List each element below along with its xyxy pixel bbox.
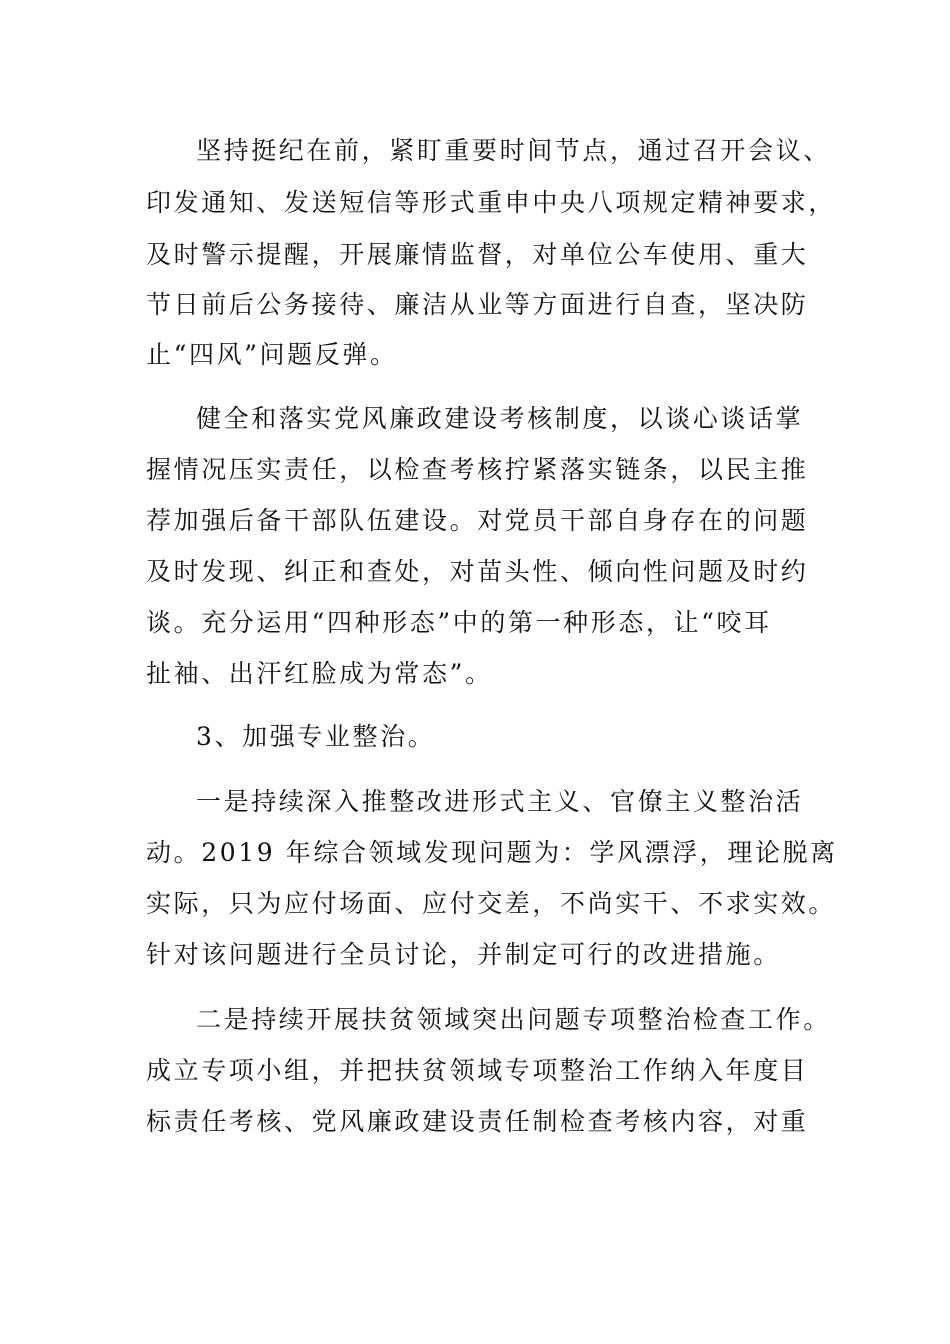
paragraph-5-line-3: 标责任考核、党风廉政建设责任制检查考核内容，对重 bbox=[146, 1107, 809, 1136]
paragraph-2-line-1: 健全和落实党风廉政建设考核制度，以谈心谈话掌 bbox=[196, 404, 804, 433]
paragraph-2-line-3: 荐加强后备干部队伍建设。对党员干部自身存在的问题 bbox=[146, 506, 809, 535]
paragraph-1-line-2: 印发通知、发送短信等形式重申中央八项规定精神要求， bbox=[146, 188, 837, 217]
paragraph-4-line-4: 针对该问题进行全员讨论，并制定可行的改进措施。 bbox=[146, 940, 781, 969]
paragraph-2-line-6: 扯袖、出汗红脸成为常态”。 bbox=[146, 659, 493, 688]
paragraph-1-line-1: 坚持挺纪在前，紧盯重要时间节点，通过召开会议、 bbox=[196, 136, 831, 165]
paragraph-4-line-1: 一是持续深入推整改进形式主义、官僚主义整治活 bbox=[196, 787, 804, 816]
paragraph-4-line-3: 实际，只为应付场面、应付交差，不尚实干、不求实效。 bbox=[146, 889, 837, 918]
paragraph-4-line-2: 动。2019 年综合领域发现问题为：学风漂浮，理论脱离 bbox=[146, 838, 838, 867]
paragraph-2-line-5: 谈。充分运用“四种形态”中的第一种形态，让“咬耳 bbox=[146, 608, 772, 637]
paragraph-1-line-3: 及时警示提醒，开展廉情监督，对单位公车使用、重大 bbox=[146, 240, 809, 269]
paragraph-1-line-4: 节日前后公务接待、廉洁从业等方面进行自查，坚决防 bbox=[146, 290, 809, 319]
section-heading: 3、加强专业整治。 bbox=[196, 722, 436, 751]
paragraph-5-line-2: 成立专项小组，并把扶贫领域专项整治工作纳入年度目 bbox=[146, 1056, 809, 1085]
paragraph-5-line-1: 二是持续开展扶贫领域突出问题专项整治检查工作。 bbox=[196, 1005, 831, 1034]
paragraph-1-line-5: 止“四风”问题反弹。 bbox=[146, 340, 398, 369]
paragraph-2-line-4: 及时发现、纠正和查处，对苗头性、倾向性问题及时约 bbox=[146, 557, 809, 586]
paragraph-2-line-2: 握情况压实责任，以检查考核拧紧落实链条，以民主推 bbox=[146, 455, 809, 484]
